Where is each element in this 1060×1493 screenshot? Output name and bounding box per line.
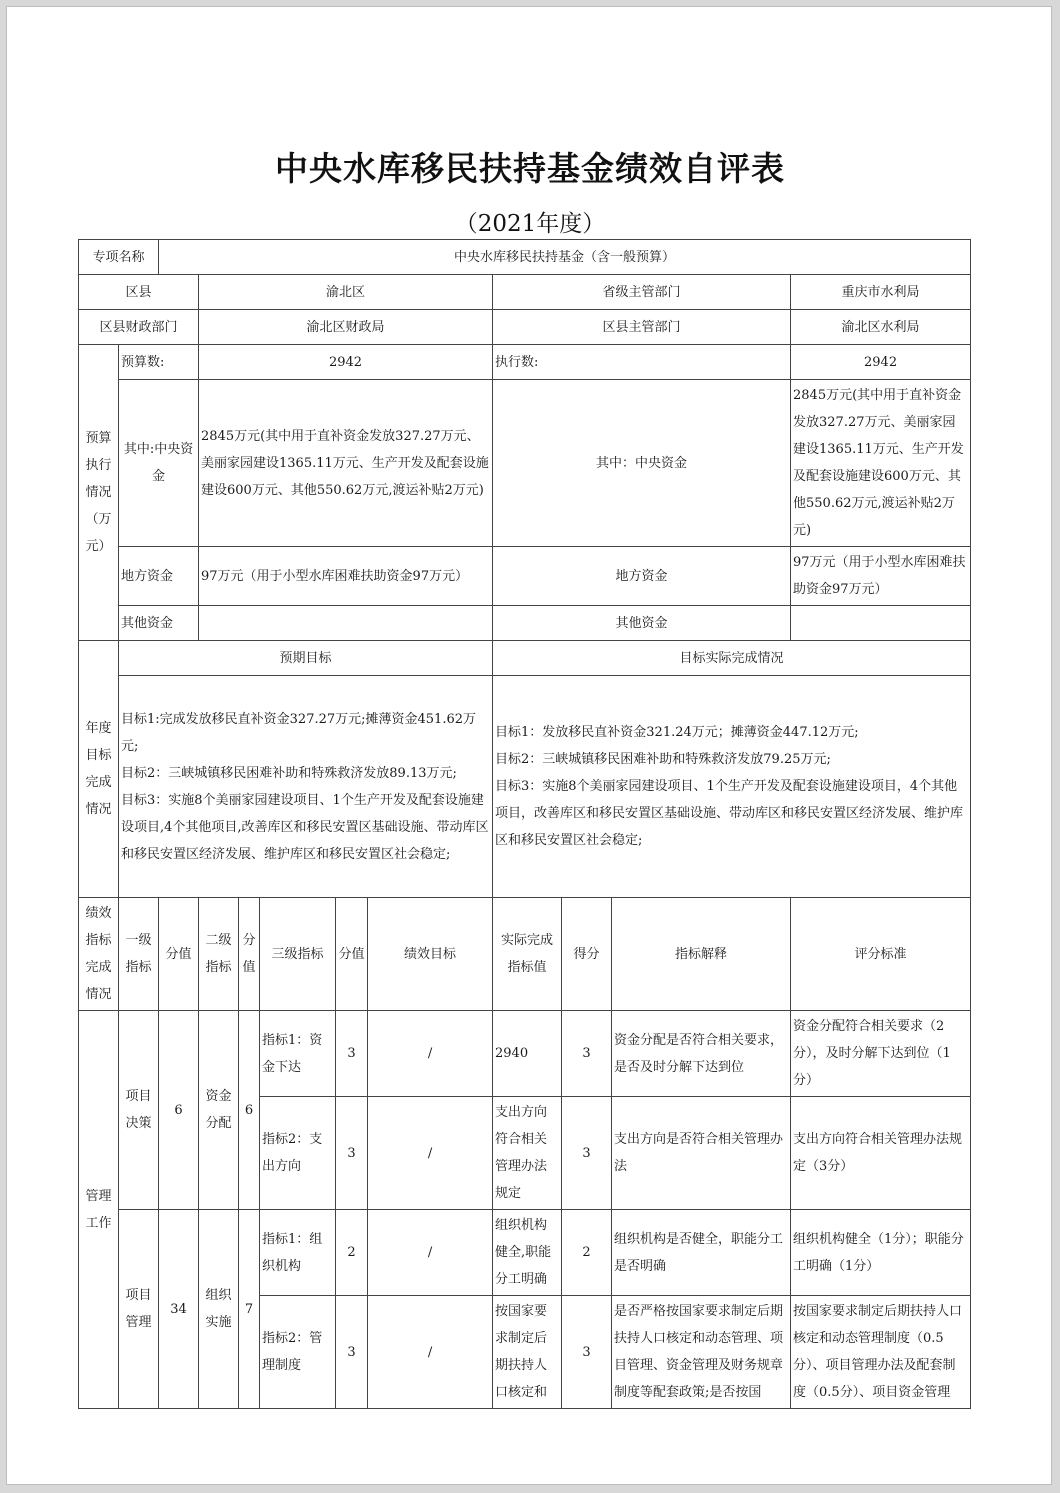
group-level2: 资金分配: [199, 1011, 239, 1210]
prov-dept-value: 重庆市水利局: [791, 275, 971, 310]
expected-goals-text: 目标1:完成发放移民直补资金327.27万元;摊薄资金451.62万元; 目标2：三峡城镇移民困难补助和特殊救济发放89.13万元; 目标3：实施8个美丽家园建设项目、1个生产开发及配套设施建设项目,4个其他项目,改善库区和移民安置区基础设施、带动库区和移民安置区经济发展、维护库区和移民安置区社会稳定;: [119, 676, 493, 898]
row-project-name: [79, 240, 971, 275]
indicator-name: 指标2：管理制度: [260, 1296, 336, 1409]
table-row: [79, 1011, 971, 1097]
indicator-score: 3: [336, 1097, 368, 1210]
other-funds-left: [199, 606, 493, 641]
county-dept-label: 区县主管部门: [493, 310, 791, 345]
other-funds-label-right: 其他资金: [493, 606, 791, 641]
header-level3: 三级指标: [260, 898, 336, 1011]
row-budget: [79, 345, 971, 380]
row-county-finance: [79, 310, 971, 345]
row-goals-body: [79, 676, 971, 898]
indicator-standard: 组织机构健全（1分）；职能分工明确（1分）: [791, 1210, 971, 1296]
header-level1: 一级指标: [119, 898, 159, 1011]
indicator-target: /: [368, 1210, 493, 1296]
indicator-explain: 组织机构是否健全，职能分工是否明确: [612, 1210, 791, 1296]
county-dept-value: 渝北区水利局: [791, 310, 971, 345]
row-other-funds: [79, 606, 971, 641]
central-funds-label-right: 其中：中央资金: [493, 380, 791, 547]
other-funds-label: 其他资金: [119, 606, 199, 641]
row-county: [79, 275, 971, 310]
indicators-section-label: 绩效指标完成情况: [79, 898, 119, 1011]
central-funds-right: 2845万元(其中用于直补资金发放327.27万元、美丽家园建设1365.11万元、生产开发及配套设施建设600万元、其他550.62万元,渡运补贴2万元): [791, 380, 971, 547]
local-funds-label: 地方资金: [119, 547, 199, 606]
group-score1: 6: [159, 1011, 199, 1210]
indicator-target: /: [368, 1097, 493, 1210]
actual-goals-text: 目标1：发放移民直补资金321.24万元；摊薄资金447.12万元; 目标2：三峡城镇移民困难补助和特殊救济发放79.25万元; 目标3：实施8个美丽家园建设项目、1个生产开发及配套设施建设项目，4个其他项目，改善库区和移民安置区基础设施、带动库区和移民安置区经济发展、维护库区和移民安置区社会稳定;: [493, 676, 971, 898]
indicator-name: 指标1：资金下达: [260, 1011, 336, 1097]
indicator-name: 指标1：组织机构: [260, 1210, 336, 1296]
indicator-standard: 资金分配符合相关要求（2分），及时分解下达到位（1分）: [791, 1011, 971, 1097]
page-title: 中央水库移民扶持基金绩效自评表: [275, 149, 785, 188]
indicator-score: 2: [336, 1210, 368, 1296]
indicator-got: 3: [562, 1011, 612, 1097]
goals-section-label: 年度目标完成情况: [79, 641, 119, 898]
county-finance-label: 区县财政部门: [79, 310, 199, 345]
table-row: [79, 1210, 971, 1296]
other-funds-right: [791, 606, 971, 641]
indicator-category: 管理工作: [79, 1011, 119, 1409]
local-funds-right: 97万元（用于小型水库困难扶助资金97万元）: [791, 547, 971, 606]
budget-section-label: 预算执行情况（万元）: [79, 345, 119, 641]
central-funds-label: 其中:中央资金: [119, 380, 199, 547]
indicator-actual: 2940: [493, 1011, 562, 1097]
county-finance-value: 渝北区财政局: [199, 310, 493, 345]
header-level2: 二级指标: [199, 898, 239, 1011]
header-actual: 实际完成指标值: [493, 898, 562, 1011]
exec-label: 执行数:: [493, 345, 791, 380]
group-score2: 6: [239, 1011, 260, 1210]
group-level1: 项目决策: [119, 1011, 159, 1210]
indicator-explain: 是否严格按国家要求制定后期扶持人口核定和动态管理、项目管理、资金管理及财务规章制度等配套政策;是否按国: [612, 1296, 791, 1409]
actual-goals-header: 目标实际完成情况: [493, 641, 971, 676]
group-level1: 项目管理: [119, 1210, 159, 1409]
expected-goals-header: 预期目标: [119, 641, 493, 676]
group-score2: 7: [239, 1210, 260, 1409]
budget-label: 预算数:: [119, 345, 199, 380]
row-local-funds: [79, 547, 971, 606]
header-target: 绩效目标: [368, 898, 493, 1011]
indicator-got: 3: [562, 1097, 612, 1210]
header-score1: 分值: [159, 898, 199, 1011]
header-explain: 指标解释: [612, 898, 791, 1011]
indicator-target: /: [368, 1296, 493, 1409]
indicator-standard: 支出方向符合相关管理办法规定（3分）: [791, 1097, 971, 1210]
row-central-funds: [79, 380, 971, 547]
header-got: 得分: [562, 898, 612, 1011]
indicator-score: 3: [336, 1011, 368, 1097]
county-value: 渝北区: [199, 275, 493, 310]
indicator-explain: 支出方向是否符合相关管理办法: [612, 1097, 791, 1210]
page-subtitle: （2021年度）: [454, 211, 606, 237]
central-funds-left: 2845万元(其中用于直补资金发放327.27万元、美丽家园建设1365.11万元、生产开发及配套设施建设600万元、其他550.62万元,渡运补贴2万元): [199, 380, 493, 547]
local-funds-label-right: 地方资金: [493, 547, 791, 606]
indicator-got: 3: [562, 1296, 612, 1409]
indicator-actual: 组织机构健全,职能分工明确: [493, 1210, 562, 1296]
row-goals-header: [79, 641, 971, 676]
project-name-label: 专项名称: [79, 240, 159, 275]
evaluation-table: [78, 239, 971, 1409]
county-label: 区县: [79, 275, 199, 310]
exec-value: 2942: [791, 345, 971, 380]
local-funds-left: 97万元（用于小型水库困难扶助资金97万元）: [199, 547, 493, 606]
indicator-standard: 按国家要求制定后期扶持人口核定和动态管理制度（0.5分）、项目管理办法及配套制度（0.5分）、项目资金管理: [791, 1296, 971, 1409]
group-score1: 34: [159, 1210, 199, 1409]
prov-dept-label: 省级主管部门: [493, 275, 791, 310]
indicator-got: 2: [562, 1210, 612, 1296]
row-indicator-header: [79, 898, 971, 1011]
indicator-name: 指标2：支出方向: [260, 1097, 336, 1210]
header-score2: 分值: [239, 898, 260, 1011]
header-standard: 评分标准: [791, 898, 971, 1011]
indicator-explain: 资金分配是否符合相关要求，是否及时分解下达到位: [612, 1011, 791, 1097]
indicator-actual: 支出方向符合相关管理办法规定: [493, 1097, 562, 1210]
indicator-target: /: [368, 1011, 493, 1097]
group-level2: 组织实施: [199, 1210, 239, 1409]
indicator-score: 3: [336, 1296, 368, 1409]
budget-value: 2942: [199, 345, 493, 380]
indicator-actual: 按国家要求制定后期扶持人口核定和: [493, 1296, 562, 1409]
project-name-value: 中央水库移民扶持基金（含一般预算）: [159, 240, 971, 275]
header-score3: 分值: [336, 898, 368, 1011]
